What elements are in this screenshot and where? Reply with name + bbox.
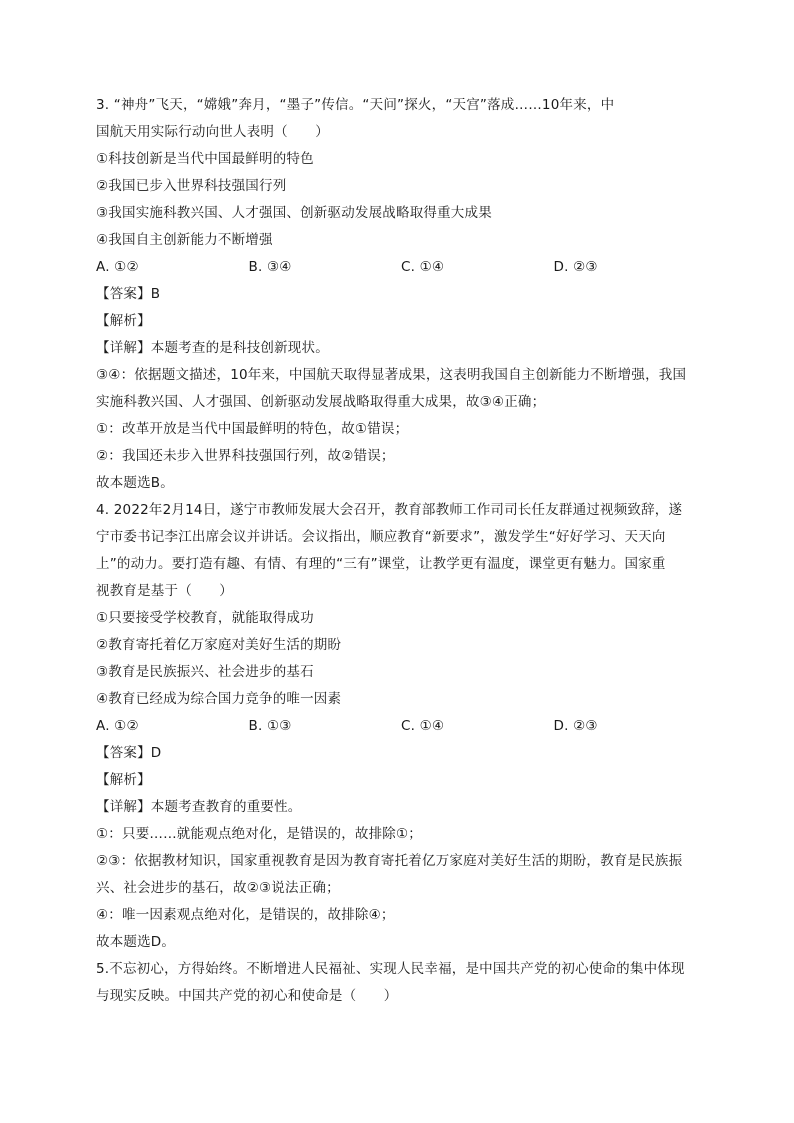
option-d: D. ②③ — [553, 259, 598, 275]
detail-line: ①：改革开放是当代中国最鲜明的特色，故①错误； — [96, 421, 409, 437]
detail-line: ②：我国还未步入世界科技强国行列，故②错误； — [96, 448, 395, 464]
question-stem-line: 视教育是基于（ ） — [96, 583, 233, 599]
analysis-label: 【解析】 — [96, 313, 151, 329]
question-4 — [96, 497, 706, 956]
question-stem-line: 国航天用实际行动向世人表明（ ） — [96, 124, 329, 140]
question-stem-line: 5.不忘初心，方得始终。不断增进人民福祉、实现人民幸福，是中国共产党的初心使命的集中体现 — [96, 961, 685, 977]
document-page — [96, 92, 706, 1010]
detail-line: 实施科教兴国、人才强国、创新驱动发展战略取得重大成果，故③④正确； — [96, 394, 546, 410]
option-a: A. ①② — [96, 259, 139, 275]
question-stem-line: 4. 2022年2月14日，遂宁市教师发展大会召开，教育部教师工作司司长任友群通过视频致辞，遂 — [96, 502, 683, 518]
detail-line: ①：只要……就能观点绝对化，是错误的，故排除①； — [96, 826, 423, 842]
option-c: C. ①④ — [401, 718, 445, 734]
statement-item: ②教育寄托着亿万家庭对美好生活的期盼 — [96, 637, 342, 653]
answer-label: 【答案】D — [96, 745, 162, 761]
option-c: C. ①④ — [401, 259, 445, 275]
statement-item: ①只要接受学校教育，就能取得成功 — [96, 610, 314, 626]
statement-item: ④教育已经成为综合国力竞争的唯一因素 — [96, 691, 342, 707]
question-stem-line: 3. “神舟”飞天，“嫦娥”奔月，“墨子”传信。“天问”探火，“天宫”落成……10年来，中 — [96, 97, 615, 113]
detail-line: ②③：依据教材知识，国家重视教育是因为教育寄托着亿万家庭对美好生活的期盼，教育是民族振 — [96, 853, 683, 869]
detail-line: 【详解】本题考查教育的重要性。 — [96, 799, 302, 815]
analysis-label: 【解析】 — [96, 772, 151, 788]
statement-item: ①科技创新是当代中国最鲜明的特色 — [96, 151, 314, 167]
statement-item: ③我国实施科教兴国、人才强国、创新驱动发展战略取得重大成果 — [96, 205, 492, 221]
option-a: A. ①② — [96, 718, 139, 734]
statement-item: ②我国已步入世界科技强国行列 — [96, 178, 287, 194]
detail-line: 故本题选B。 — [96, 475, 174, 491]
statement-item: ③教育是民族振兴、社会进步的基石 — [96, 664, 314, 680]
detail-line: 兴、社会进步的基石，故②③说法正确； — [96, 880, 340, 896]
detail-line: 故本题选D。 — [96, 934, 176, 950]
option-d: D. ②③ — [553, 718, 598, 734]
question-3 — [96, 92, 706, 497]
question-stem-line: 宁市委书记李江出席会议并讲话。会议指出，顺应教育“新要求”，激发学生“好好学习、天天向 — [96, 529, 666, 545]
question-stem-line: 与现实反映。中国共产党的初心和使命是（ ） — [96, 988, 398, 1004]
answer-options — [96, 713, 706, 740]
detail-line: 【详解】本题考查的是科技创新现状。 — [96, 340, 329, 356]
question-stem-line: 上”的动力。要打造有趣、有情、有理的“三有”课堂，让教学更有温度，课堂更有魅力。国家重 — [96, 556, 666, 572]
question-5 — [96, 956, 706, 1010]
detail-line: ③④：依据题文描述，10年来，中国航天取得显著成果，这表明我国自主创新能力不断增强，我国 — [96, 367, 687, 383]
answer-options — [96, 254, 706, 281]
detail-line: ④：唯一因素观点绝对化，是错误的，故排除④； — [96, 907, 395, 923]
statement-item: ④我国自主创新能力不断增强 — [96, 232, 273, 248]
option-b: B. ①③ — [248, 718, 292, 734]
option-b: B. ③④ — [248, 259, 292, 275]
answer-label: 【答案】B — [96, 286, 161, 302]
